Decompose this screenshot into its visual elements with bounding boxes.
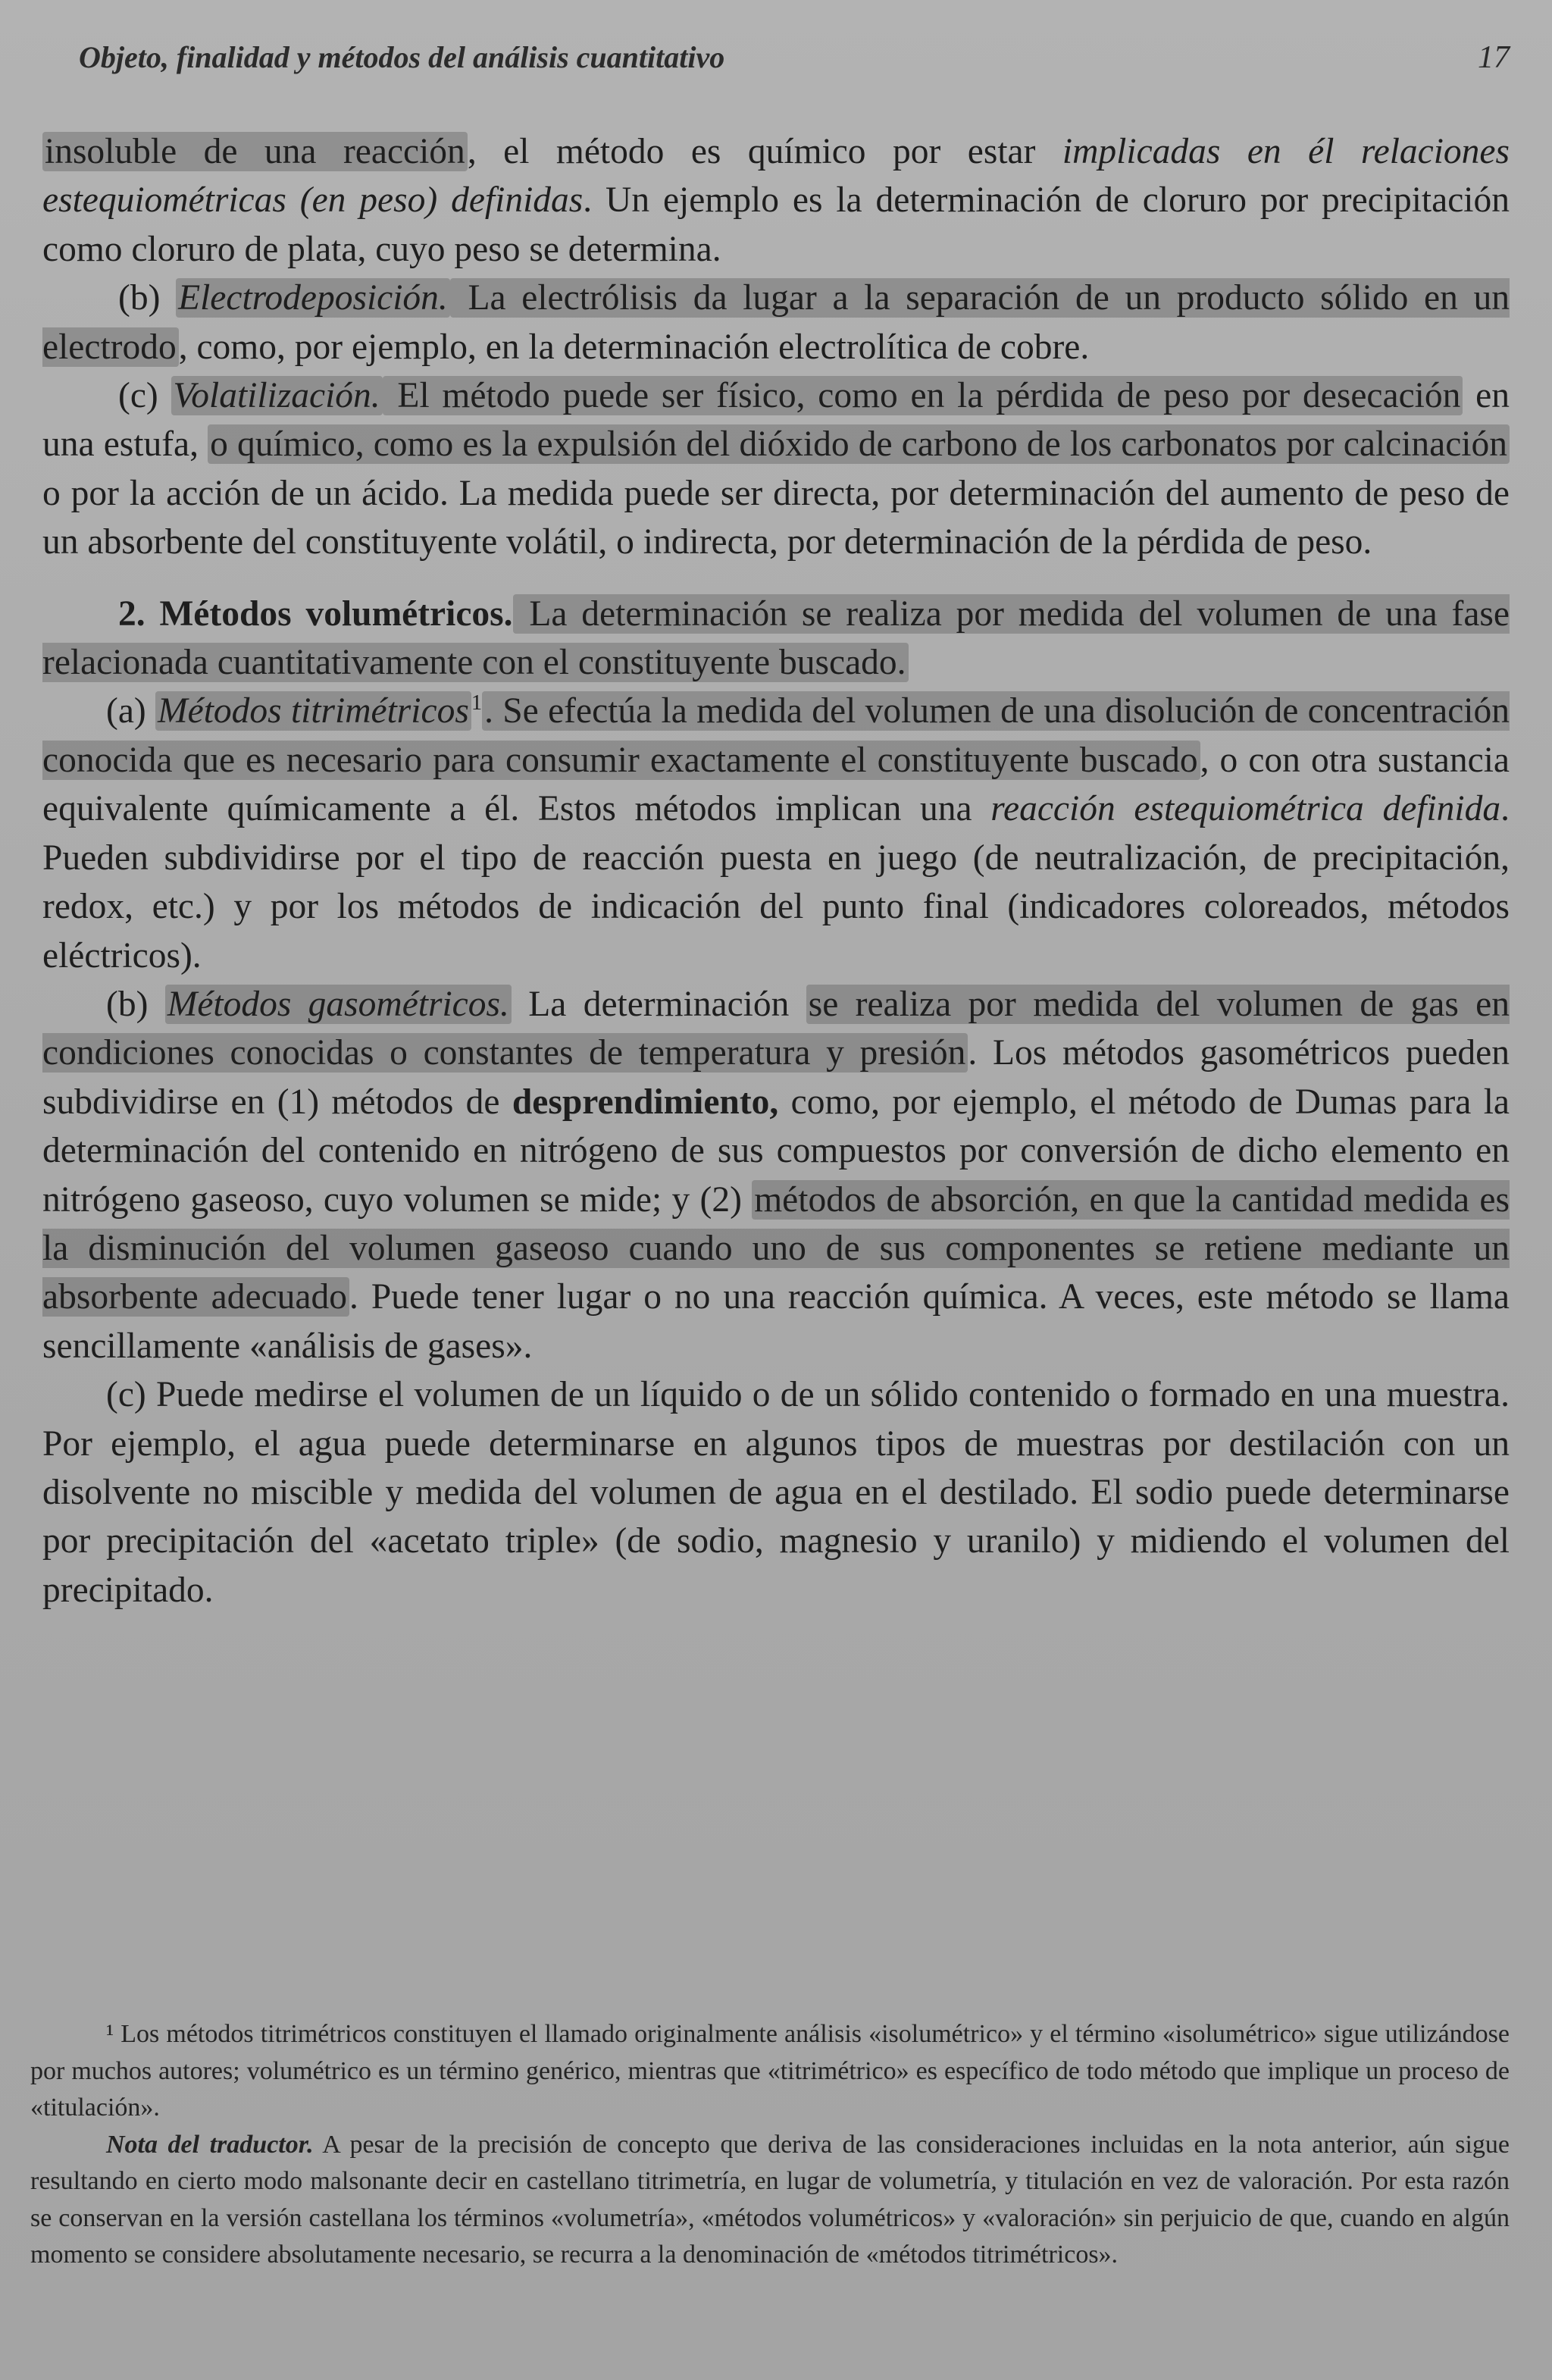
text-run: o por la acción de un ácido. La medida puede ser directa, por determinación del aumento de peso de un absorbente del constituyente volátil, o indirecta, por determinación de la pérdida de peso.: [42, 473, 1510, 562]
italic-text: reacción estequiométrica definida: [990, 789, 1501, 829]
paragraph-volatilization: [42, 371, 1510, 567]
footnotes: [30, 2016, 1510, 2274]
translator-note-label: Nota del traductor.: [106, 2130, 314, 2159]
term-gasometric: Métodos gasométricos.: [165, 985, 512, 1024]
highlighted-text: o químico, como es la expulsión del dióxido de carbono de los carbonatos por calcinación: [208, 424, 1510, 464]
item-label: (b): [106, 984, 165, 1024]
term-volatilization: Volatilización.: [171, 376, 383, 415]
highlighted-text: métodos de absorción, en que la cantidad medida es la disminución del volumen gaseoso cuando uno de sus componentes se retiene mediante un absorbente adecuado: [42, 1179, 1510, 1317]
italic-text: implicadas en él relaciones estequiométricas (en peso) definidas: [42, 132, 1510, 221]
page-number: 17: [1478, 40, 1510, 75]
item-label: (b): [118, 278, 177, 318]
highlighted-text: La electrólisis da lugar a la separación de un producto sólido en un electrodo: [42, 278, 1510, 367]
body-text: [42, 127, 1510, 1614]
section-heading: 2. Métodos volumétricos.: [118, 593, 513, 634]
highlighted-text: El método puede ser físico, como en la pérdida de peso por desecación: [383, 376, 1463, 415]
text-run: como, por ejemplo, el método de Dumas para la determinación del contenido en nitrógeno de sus compuestos por conversión de dicho elemento en nitrógeno gaseoso, cuyo volumen se mide; y (2): [42, 1082, 1510, 1220]
bold-term-desprendimiento: desprendimiento,: [512, 1082, 779, 1122]
text-run: , o con otra sustancia equivalente químicamente a él. Estos métodos implican una: [42, 740, 1510, 829]
text-run: , como, por ejemplo, en la determinación electrolítica de cobre.: [178, 327, 1090, 367]
item-label: (a): [106, 691, 156, 731]
highlighted-text: . Se efectúa la medida del volumen de una disolución de concentración conocida que es necesario para consumir exactamente el constituyente buscado: [42, 691, 1510, 780]
translator-note: [30, 2127, 1510, 2274]
footnote-1: ¹ Los métodos titrimétricos constituyen el llamado originalmente análisis «isolumétrico» y el término «isolumétrico» sigue utilizándose por muchos autores; volumétrico es un término genérico, mientras que «titrimétrico» es específico de todo método que implique un proceso de «titulación».: [30, 2020, 1510, 2122]
highlighted-text: se realiza por medida del volumen de gas en condiciones conocidas o constantes de temperatura y presión: [42, 984, 1510, 1073]
text-run: en una estufa,: [42, 376, 1510, 465]
text-run: . Pueden subdividirse por el tipo de reacción puesta en juego (de neutralización, de precipitación, redox, etc.) y por los métodos de indicación del punto final (indicadores coloreados, métodos eléctricos).: [42, 789, 1510, 975]
running-head: [79, 39, 1510, 85]
term-electrodeposition: Electrodeposición.: [176, 278, 450, 318]
highlighted-text: insoluble de una reacción: [42, 132, 468, 171]
item-label: (c): [118, 376, 171, 416]
running-title: Objeto, finalidad y métodos del análisis cuantitativo: [79, 40, 725, 74]
paragraph-gravimetric-chemical: [42, 127, 1510, 274]
paragraph-titrimetric: [42, 687, 1510, 979]
text-run: La determinación: [511, 984, 806, 1024]
text-run: . Puede tener lugar o no una reacción química. A veces, este método se llama sencillamente «análisis de gases».: [42, 1277, 1510, 1366]
text-run: . Un ejemplo es la determinación de cloruro por precipitación como cloruro de plata, cuyo peso se determina.: [42, 180, 1510, 269]
paragraph-liquid-solid-volume: (c) Puede medirse el volumen de un líquido o de un sólido contenido o formado en una muestra. Por ejemplo, el agua puede determinarse en algunos tipos de muestras por destilación con un disolvente no miscible y medida del volumen de agua en el destilado. El sodio puede determinarse por precipitación del «acetato triple» (de sodio, magnesio y uranilo) y midiendo el volumen del precipitado.: [42, 1375, 1510, 1610]
paragraph-gasometric: [42, 980, 1510, 1370]
translator-note-text: A pesar de la precisión de concepto que deriva de las consideraciones incluidas en la nota anterior, aún sigue resultando en cierto modo malsonante decir en castellano titrimetría, en lugar de volumetría, y titulación en vez de valoración. Por esta razón se conservan en la versión castellana los términos «volumetría», «métodos volumétricos» y «valoración» sin perjuicio de que, cuando en algún momento se considere absolutamente necesario, se recurra a la denominación de «métodos titrimétricos».: [30, 2130, 1510, 2269]
footnote-ref: 1: [471, 691, 483, 716]
highlighted-text: La determinación se realiza por medida del volumen de una fase relacionada cuantitativamente con el constituyente buscado.: [42, 593, 1510, 683]
paragraph-electrodeposition: [42, 274, 1510, 371]
paragraph-volumetric-methods: [42, 590, 1510, 687]
term-titrimetric: Métodos titrimétricos: [155, 691, 471, 731]
text-run: , el método es químico por estar: [467, 132, 1062, 171]
text-run: . Los métodos gasométricos pueden subdividirse en (1) métodos de: [42, 1033, 1510, 1122]
